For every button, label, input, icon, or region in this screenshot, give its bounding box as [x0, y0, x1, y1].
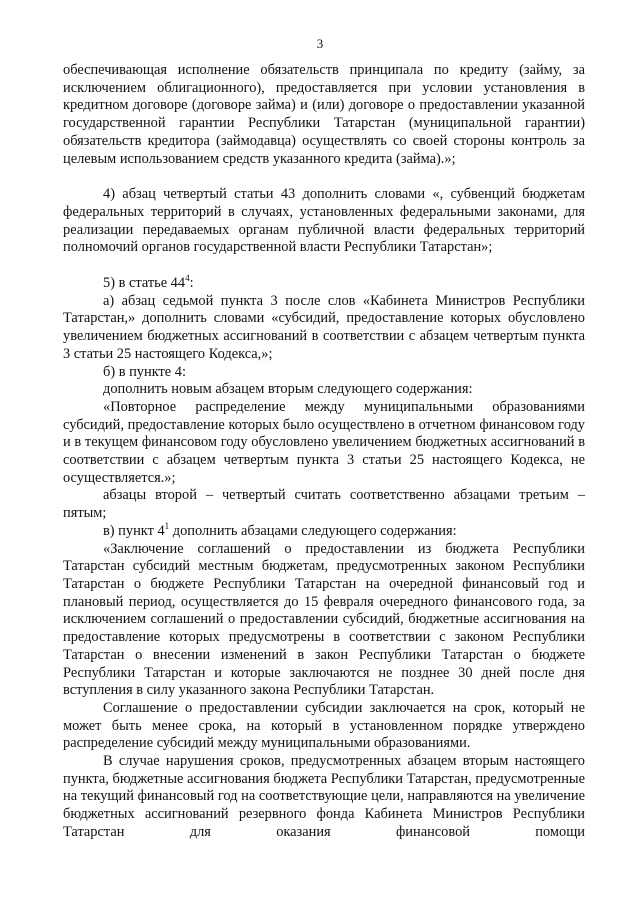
paragraph-violation: В случае нарушения сроков, предусмотренных абзацем вторым настоящего пункта, бюджетные ассигнования бюджета Республики Татарстан, предусмотренные на текущий финансовый год на соответствующие цели, направляются на увеличение бюджетных ассигнований резервного фонда Кабинета Министров Республики Татарстан для оказания финансовой помощи: [63, 753, 585, 840]
paragraph-item-4: 4) абзац четвертый статьи 43 дополнить словами «, субвенций бюджетам федеральных территорий в случаях, установленных федеральными законами, для реализации передаваемых органам публичной власти федеральных территорий полномочий органов государственной власти Республики Татарстан»;: [63, 186, 585, 256]
paragraph-subitem-v: [63, 520, 585, 541]
item-5-colon: :: [189, 275, 194, 292]
paragraph-item-5: [63, 275, 585, 293]
paragraph-add-new: дополнить новым абзацем вторым следующего содержания:: [103, 381, 473, 398]
document-body: [63, 62, 585, 842]
paragraph-subitem-b: б) в пункте 4:: [103, 363, 186, 380]
paragraph-quote-redistribution: «Повторное распределение между муниципальными образованиями субсидий, предоставление которых было осуществлено в отчетном финансовом году и в текущем финансовом году обусловлено увеличением бюджетных ассигнований в соответствии с абзацем четвертым пункта 3 статьи 25 настоящего Кодекса, не осуществляется.»;: [63, 398, 585, 486]
item-5-superscript: 4: [185, 273, 190, 284]
paragraph-renumber: абзацы второй – четвертый считать соответственно абзацами третьим – пятым;: [63, 487, 585, 522]
paragraph-quote-agreements: «Заключение соглашений о предоставлении из бюджета Республики Татарстан субсидий местным бюджетам, предусмотренных законом Республики Татарстан о бюджете Республики Татарстан на очередной финансовый год и плановый период, осуществляется до 15 февраля очередного финансового года, за исключением соглашений о предоставлении субсидий, бюджетные ассигнования на предоставление которых предусмотрены в соответствии с законом Республики Татарстан о внесении изменений в закон Республики Татарстан о бюджете Республики Татарстан и которые заключаются не позднее 30 дней после дня вступления в силу указанного закона Республики Татарстан.: [63, 540, 585, 699]
paragraph-subitem-a: а) абзац седьмой пункта 3 после слов «Кабинета Министров Республики Татарстан,» дополнить словами «субсидий, предоставление которых обусловлено увеличением бюджетных ассигнований в соответствии с абзацем четвертым пункта 3 статьи 25 настоящего Кодекса,»;: [63, 292, 585, 362]
paragraph-agreement-term: Соглашение о предоставлении субсидии заключается на срок, который не может быть менее срока, на который в установленном порядке утверждено распределение субсидий между муниципальными образованиями.: [63, 699, 585, 752]
subitem-v-text: в) пункт 4: [103, 522, 165, 539]
page-number: 3: [316, 36, 324, 51]
subitem-v-rest: дополнить абзацами следующего содержания:: [169, 522, 457, 539]
item-5-text: 5) в статье 44: [103, 275, 186, 292]
subitem-v-superscript: 1: [164, 520, 170, 531]
paragraph-guarantee-end: обеспечивающая исполнение обязательств принципала по кредиту (займу, за исключением облигационного), предоставляется при условии установления в кредитном договоре (договоре займа) и (или) договоре о предоставлении указанной государственной гарантии Республики Татарстан (муниципальной гарантии) обязательств кредитора (займодавца) осуществлять со своей стороны контроль за целевым использованием средств указанного кредита (займа).»;: [63, 62, 585, 167]
